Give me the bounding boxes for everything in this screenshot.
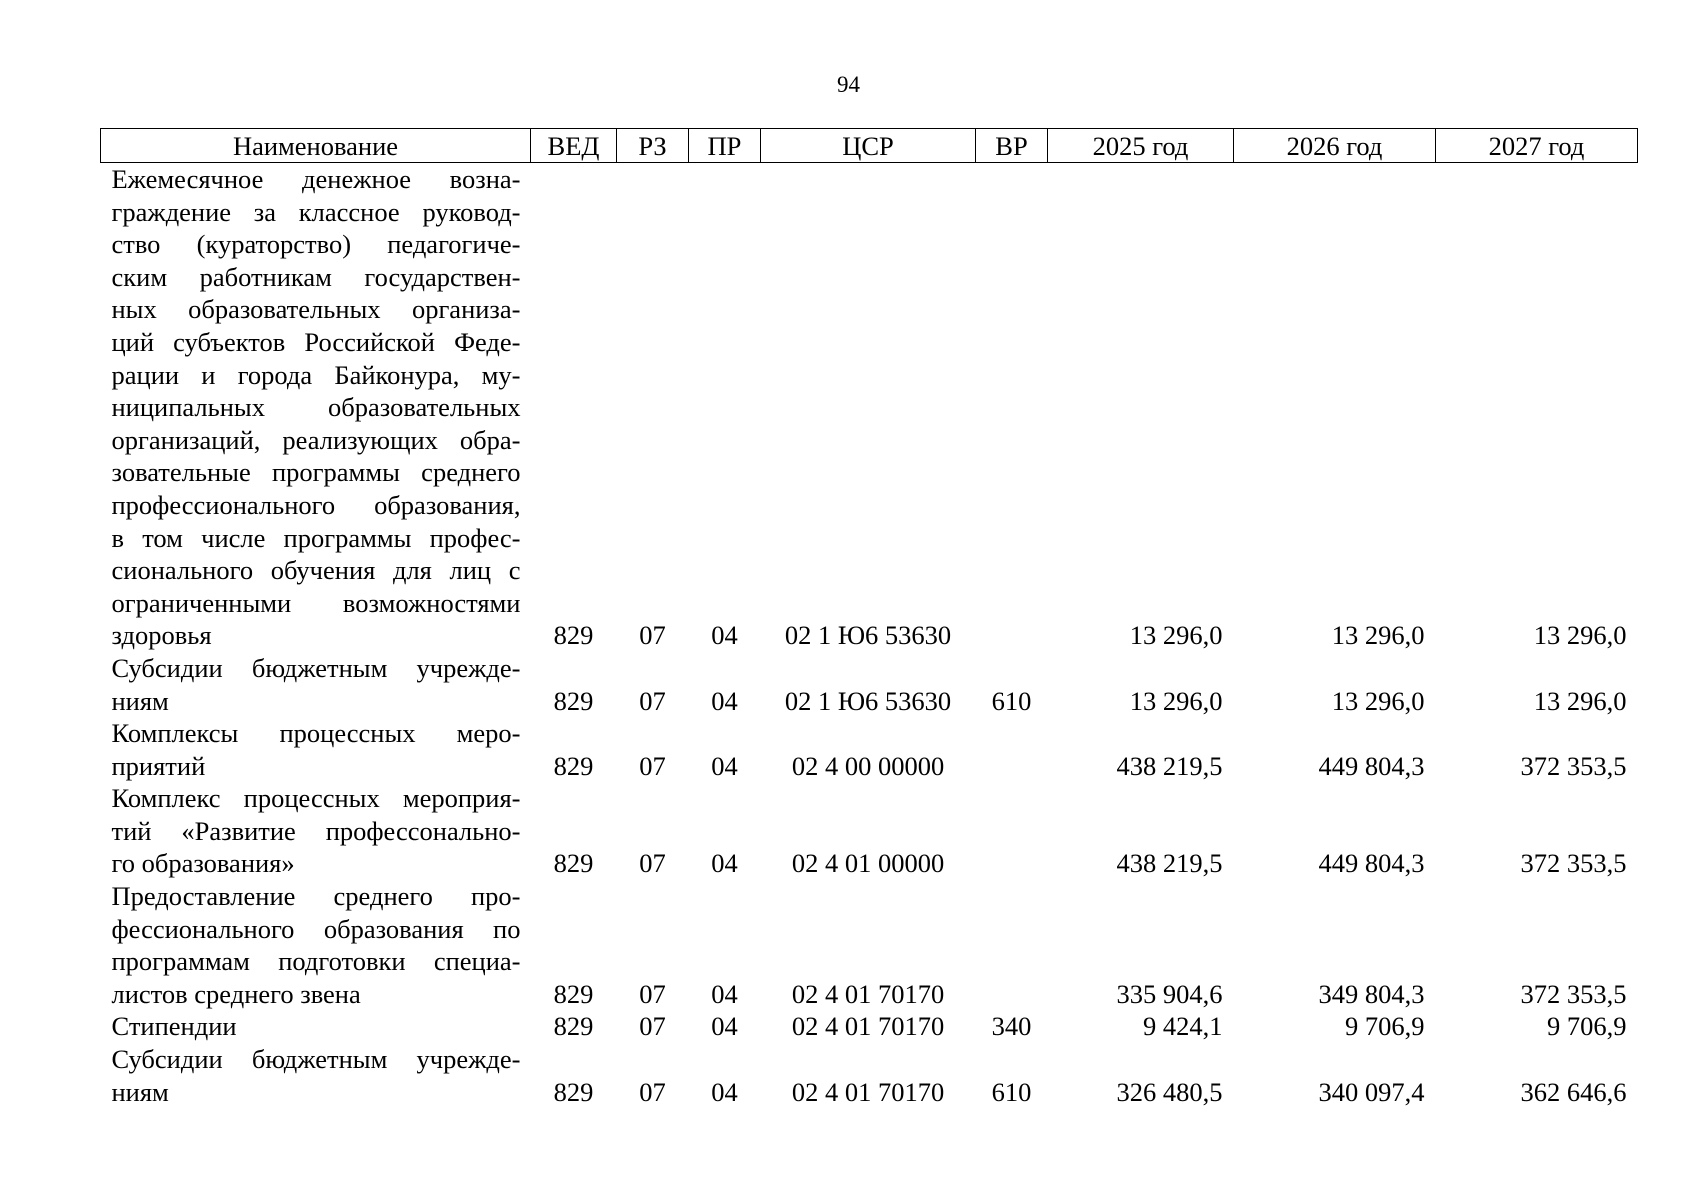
table-row bbox=[101, 1010, 1638, 1043]
table-row bbox=[101, 717, 1638, 782]
name-line: тий «Развитие профессонально- bbox=[111, 815, 521, 846]
cell-csr: 02 1 Ю6 53630 bbox=[784, 685, 952, 716]
header-vr: ВР bbox=[976, 129, 1048, 163]
cell-csr: 02 4 01 00000 bbox=[791, 848, 945, 879]
cell-vr: 340 bbox=[991, 1011, 1032, 1042]
name-line: сионального обучения для лиц с bbox=[111, 555, 521, 586]
cell-csr: 02 4 01 70170 bbox=[791, 1076, 945, 1107]
cell-2027: 372 353,5 bbox=[1520, 848, 1627, 879]
cell-2027: 362 646,6 bbox=[1520, 1076, 1627, 1107]
name-line: программам подготовки специа- bbox=[111, 946, 521, 977]
cell-pr: 04 bbox=[711, 685, 738, 716]
cell-2026: 13 296,0 bbox=[1331, 685, 1425, 716]
cell-pr: 04 bbox=[711, 978, 738, 1009]
cell-2027: 9 706,9 bbox=[1547, 1011, 1627, 1042]
name-line: ных образовательных организа- bbox=[111, 294, 521, 325]
cell-ved: 829 bbox=[553, 848, 594, 879]
name-line: организаций, реализующих обра- bbox=[111, 424, 521, 455]
budget-table bbox=[100, 128, 1638, 1108]
cell-2025: 9 424,1 bbox=[1143, 1011, 1223, 1042]
header-rz: РЗ bbox=[617, 129, 689, 163]
cell-2027: 13 296,0 bbox=[1533, 685, 1627, 716]
cell-pr: 04 bbox=[711, 848, 738, 879]
name-line: Предоставление среднего про- bbox=[111, 881, 521, 912]
cell-pr: 04 bbox=[711, 1011, 738, 1042]
name-line: ниям bbox=[111, 1076, 169, 1107]
cell-vr bbox=[976, 782, 1048, 880]
name-line: ниям bbox=[111, 685, 169, 716]
header-2025: 2025 год bbox=[1048, 129, 1234, 163]
table-row bbox=[101, 1043, 1638, 1108]
cell-csr: 02 4 01 70170 bbox=[791, 1011, 945, 1042]
cell-2025: 13 296,0 bbox=[1129, 685, 1223, 716]
header-pr: ПР bbox=[689, 129, 761, 163]
cell-rz: 07 bbox=[639, 848, 666, 879]
cell-name bbox=[101, 652, 531, 717]
header-csr: ЦСР bbox=[761, 129, 976, 163]
name-line: приятий bbox=[111, 750, 206, 781]
table-header-row bbox=[101, 129, 1638, 163]
cell-name bbox=[101, 163, 531, 652]
header-2026: 2026 год bbox=[1234, 129, 1436, 163]
cell-rz: 07 bbox=[639, 1011, 666, 1042]
cell-pr: 04 bbox=[711, 1076, 738, 1107]
name-line: в том числе программы профес- bbox=[111, 522, 521, 553]
name-line: ций субъектов Российской Феде- bbox=[111, 326, 521, 357]
name-line: фессионального образования по bbox=[111, 913, 521, 944]
cell-name bbox=[101, 782, 531, 880]
cell-2027: 372 353,5 bbox=[1520, 978, 1627, 1009]
cell-vr: 610 bbox=[991, 1076, 1032, 1107]
cell-2026: 349 804,3 bbox=[1318, 978, 1425, 1009]
cell-csr: 02 1 Ю6 53630 bbox=[784, 620, 952, 651]
cell-2025: 13 296,0 bbox=[1129, 620, 1223, 651]
name-line: ским работникам государствен- bbox=[111, 261, 521, 292]
cell-rz: 07 bbox=[639, 1076, 666, 1107]
cell-2025: 438 219,5 bbox=[1116, 848, 1223, 879]
cell-name bbox=[101, 717, 531, 782]
cell-2026: 449 804,3 bbox=[1318, 750, 1425, 781]
cell-rz: 07 bbox=[639, 685, 666, 716]
cell-name bbox=[101, 880, 531, 1010]
cell-name bbox=[101, 1010, 531, 1043]
name-line: Субсидии бюджетным учрежде- bbox=[111, 1044, 521, 1075]
cell-2026: 449 804,3 bbox=[1318, 848, 1425, 879]
name-line: Стипендии bbox=[111, 1011, 237, 1042]
name-line: Ежемесячное денежное возна- bbox=[111, 164, 521, 194]
cell-2026: 13 296,0 bbox=[1331, 620, 1425, 651]
cell-rz: 07 bbox=[639, 750, 666, 781]
name-line: профессионального образования, bbox=[111, 489, 521, 520]
name-line: листов среднего звена bbox=[111, 978, 361, 1009]
name-line: Комплекс процессных мероприя- bbox=[111, 783, 521, 814]
header-ved: ВЕД bbox=[531, 129, 617, 163]
name-line: ниципальных образовательных bbox=[111, 392, 521, 423]
cell-pr: 04 bbox=[711, 750, 738, 781]
cell-csr: 02 4 01 70170 bbox=[791, 978, 945, 1009]
name-line: зовательные программы среднего bbox=[111, 457, 521, 488]
cell-ved: 829 bbox=[553, 620, 594, 651]
cell-vr bbox=[976, 880, 1048, 1010]
header-name: Наименование bbox=[101, 129, 531, 163]
cell-ved: 829 bbox=[553, 1011, 594, 1042]
name-line: го образования» bbox=[111, 848, 295, 879]
cell-vr bbox=[976, 163, 1048, 652]
cell-rz: 07 bbox=[639, 620, 666, 651]
name-line: ство (кураторство) педагогиче- bbox=[111, 229, 521, 260]
cell-vr bbox=[976, 717, 1048, 782]
table-row bbox=[101, 782, 1638, 880]
cell-2026: 9 706,9 bbox=[1345, 1011, 1425, 1042]
header-2027: 2027 год bbox=[1436, 129, 1638, 163]
cell-vr: 610 bbox=[991, 685, 1032, 716]
name-line: Субсидии бюджетным учрежде- bbox=[111, 652, 521, 683]
table-body bbox=[101, 163, 1638, 1109]
cell-csr: 02 4 00 00000 bbox=[791, 750, 945, 781]
cell-2027: 13 296,0 bbox=[1533, 620, 1627, 651]
name-line: Комплексы процессных меро- bbox=[111, 718, 521, 749]
cell-2026: 340 097,4 bbox=[1318, 1076, 1425, 1107]
cell-ved: 829 bbox=[553, 685, 594, 716]
table-row bbox=[101, 652, 1638, 717]
table-row bbox=[101, 163, 1638, 652]
cell-name bbox=[101, 1043, 531, 1108]
cell-ved: 829 bbox=[553, 978, 594, 1009]
page-number: 94 bbox=[837, 72, 860, 97]
cell-pr: 04 bbox=[711, 620, 738, 651]
name-line: ограниченными возможностями bbox=[111, 587, 521, 618]
cell-rz: 07 bbox=[639, 978, 666, 1009]
cell-2025: 438 219,5 bbox=[1116, 750, 1223, 781]
cell-2027: 372 353,5 bbox=[1520, 750, 1627, 781]
name-line: здоровья bbox=[111, 620, 212, 651]
name-line: граждение за классное руковод- bbox=[111, 196, 521, 227]
cell-ved: 829 bbox=[553, 1076, 594, 1107]
name-line: рации и города Байконура, му- bbox=[111, 359, 521, 390]
cell-2025: 326 480,5 bbox=[1116, 1076, 1223, 1107]
cell-2025: 335 904,6 bbox=[1116, 978, 1223, 1009]
table-row bbox=[101, 880, 1638, 1010]
cell-ved: 829 bbox=[553, 750, 594, 781]
